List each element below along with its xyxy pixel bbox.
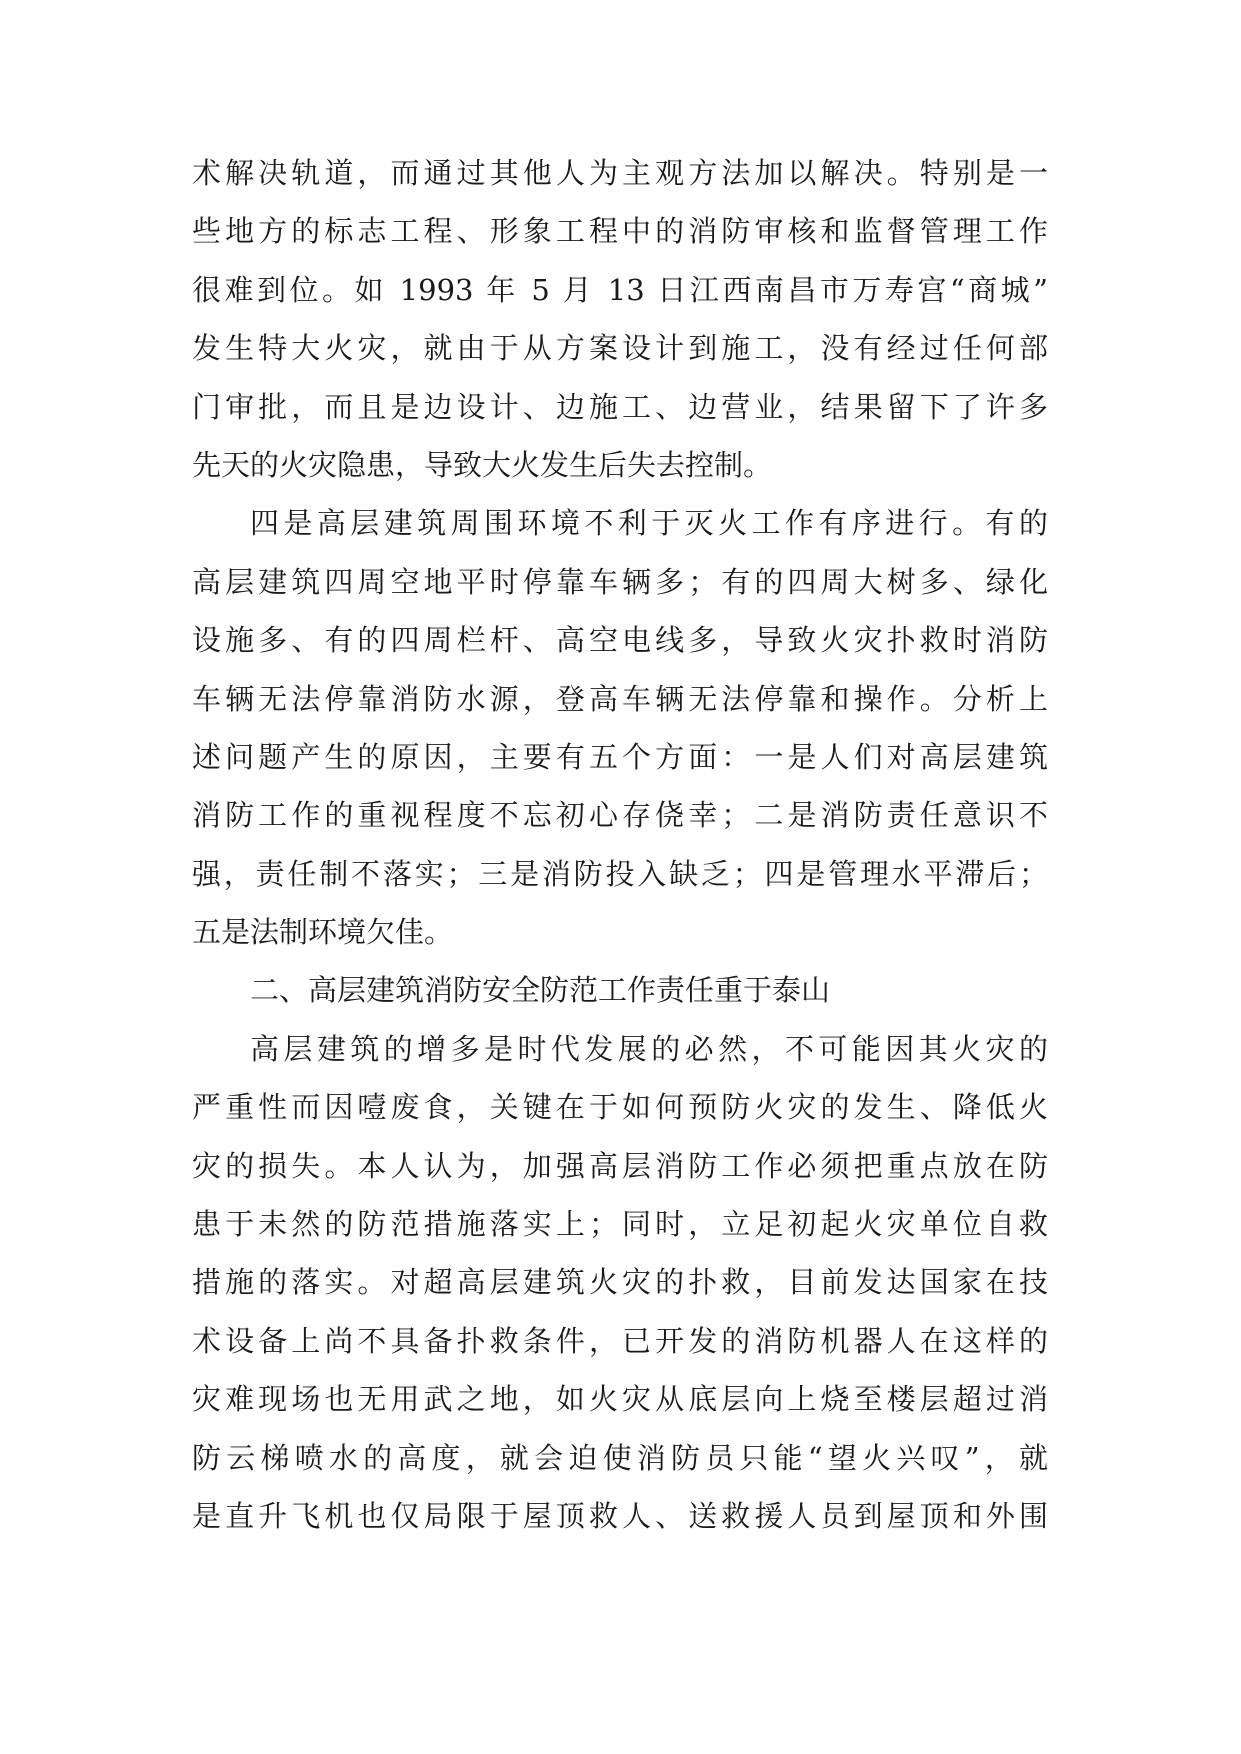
- text-line: 些地方的标志工程、形象工程中的消防审核和监督管理工作: [192, 214, 1048, 249]
- text-line: 强，责任制不落实；三是消防投入缺乏；四是管理水平滞后；: [192, 856, 1048, 891]
- text-line: 患于未然的防范措施落实上；同时，立足初起火灾单位自救: [192, 1207, 1048, 1242]
- text-line: 高层建筑四周空地平时停靠车辆多；有的四周大树多、绿化: [192, 564, 1048, 599]
- text-line: 先天的火灾隐患，导致大火发生后失去控制。: [192, 447, 773, 482]
- text-line: 车辆无法停靠消防水源，登高车辆无法停靠和操作。分析上: [192, 681, 1048, 716]
- text-line: 消防工作的重视程度不忘初心存侥幸；二是消防责任意识不: [192, 798, 1048, 833]
- text-line: 术解决轨道，而通过其他人为主观方法加以解决。特别是一: [192, 156, 1048, 190]
- body-text: [192, 144, 1048, 1545]
- text-line: 二、高层建筑消防安全防范工作责任重于泰山: [250, 973, 831, 1008]
- text-line: 门审批，而且是边设计、边施工、边营业，结果留下了许多: [192, 389, 1048, 424]
- text-line: 防云梯喷水的高度，就会迫使消防员只能“望火兴叹”，就: [192, 1440, 1048, 1475]
- text-line: 严重性而因噎废食，关键在于如何预防火灾的发生、降低火: [192, 1090, 1048, 1125]
- text-line: 高层建筑的增多是时代发展的必然，不可能因其火灾的: [250, 1031, 1048, 1066]
- text-line: 是直升飞机也仅局限于屋顶救人、送救援人员到屋顶和外围: [192, 1498, 1048, 1533]
- text-line: 四是高层建筑周围环境不利于灭火工作有序进行。有的: [250, 506, 1048, 541]
- text-line: 述问题产生的原因，主要有五个方面：一是人们对高层建筑: [192, 739, 1048, 774]
- text-line: 灾难现场也无用武之地，如火灾从底层向上烧至楼层超过消: [192, 1382, 1048, 1417]
- text-line: 很难到位。如 1993 年 5 月 13 日江西南昌市万寿宫“商城”: [192, 272, 1048, 307]
- text-line: 五是法制环境欠佳。: [192, 915, 454, 950]
- text-line: 术设备上尚不具备扑救条件，已开发的消防机器人在这样的: [192, 1323, 1048, 1358]
- text-line: 灾的损失。本人认为，加强高层消防工作必须把重点放在防: [192, 1148, 1048, 1183]
- text-line: 设施多、有的四周栏杆、高空电线多，导致火灾扑救时消防: [192, 623, 1048, 658]
- text-line: 措施的落实。对超高层建筑火灾的扑救，目前发达国家在技: [192, 1265, 1048, 1300]
- text-line: 发生特大火灾，就由于从方案设计到施工，没有经过任何部: [192, 331, 1048, 366]
